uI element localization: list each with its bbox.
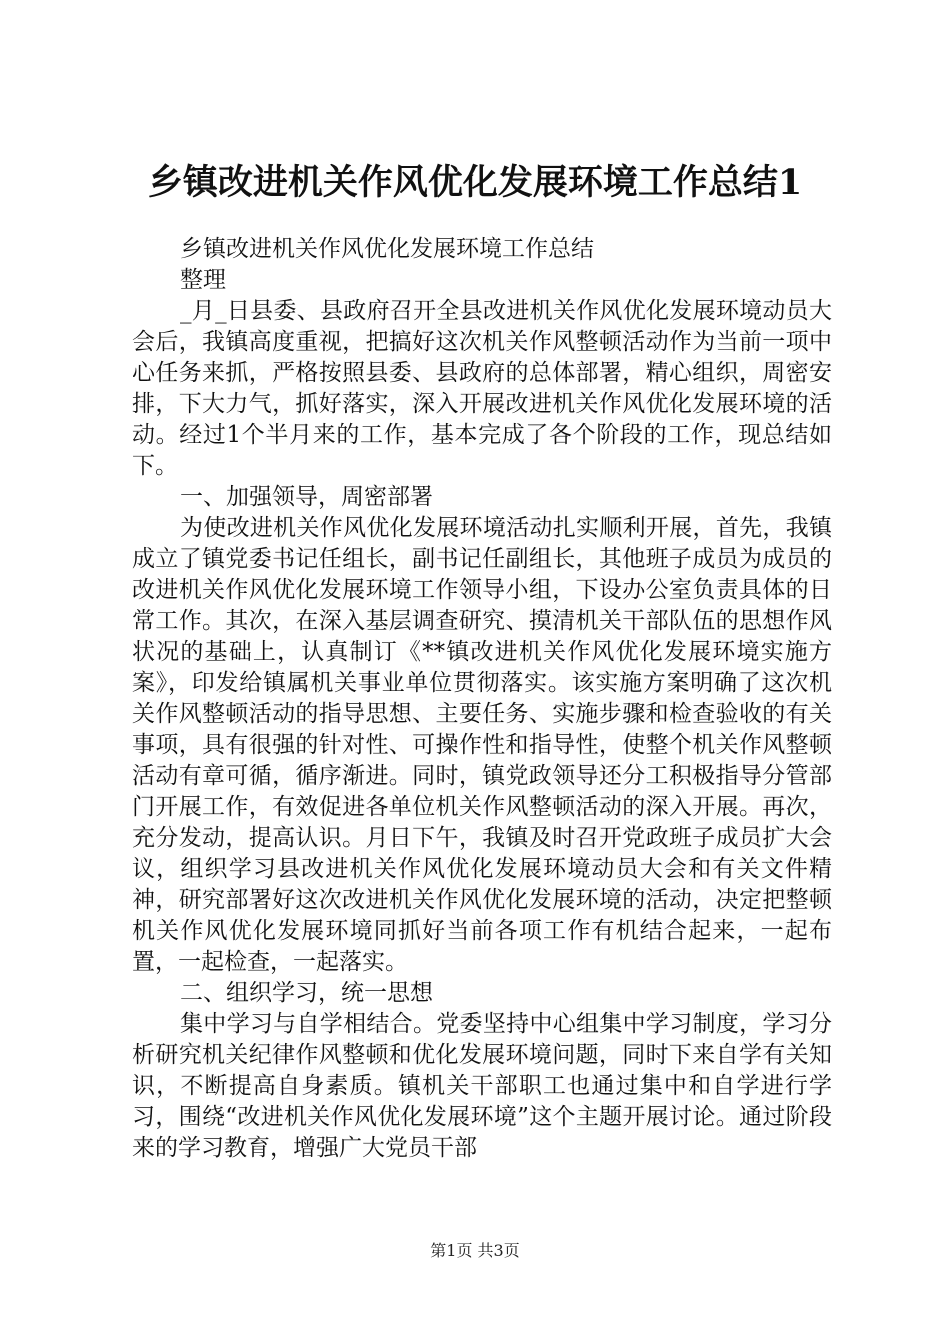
section-heading-2: 二、组织学习，统一思想 [180,980,433,1006]
subtitle-line: 乡镇改进机关作风优化发展环境工作总结 [180,236,594,262]
section-2-paragraph: 集中学习与自学相结合。党委坚持中心组集中学习制度，学习分析研究机关纪律作风整顿和优化发展环境问题，同时下来自学有关知识，不断提高自身素质。镇机关干部职工也通过集中和自学进行学习，围绕“改进机关作风优化发展环境”这个主题开展讨论。通过阶段来的学习教育，增强广大党员干部 [132,1011,832,1161]
page-footer: 第1页 共3页 [430,1241,520,1260]
compiled-note: 整理 [180,267,226,293]
section-1-paragraph: 为使改进机关作风优化发展环境活动扎实顺利开展，首先，我镇成立了镇党委书记任组长，副书记任副组长，其他班子成员为成员的改进机关作风优化发展环境工作领导小组，下设办公室负责具体的日常工作。其次，在深入基层调查研究、摸清机关干部队伍的思想作风状况的基础上，认真制订《**镇改进机关作风优化发展环境实施方案》，印发给镇属机关事业单位贯彻落实。该实施方案明确了这次机关作风整顿活动的指导思想、主要任务、实施步骤和检查验收的有关事项，具有很强的针对性、可操作性和指导性，使整个机关作风整顿活动有章可循，循序渐进。同时，镇党政领导还分工积极指导分管部门开展工作，有效促进各单位机关作风整顿活动的深入开展。再次，充分发动，提高认识。月日下午，我镇及时召开党政班子成员扩大会议，组织学习县改进机关作风优化发展环境动员大会和有关文件精神，研究部署好这次改进机关作风优化发展环境的活动，决定把整顿机关作风优化发展环境同抓好当前各项工作有机结合起来，一起布置，一起检查，一起落实。 [132,515,832,975]
document-body [132,234,832,1164]
intro-paragraph: _月_日县委、县政府召开全县改进机关作风优化发展环境动员大会后，我镇高度重视，把搞好这次机关作风整顿活动作为当前一项中心任务来抓，严格按照县委、县政府的总体部署，精心组织，周密安排，下大力气，抓好落实，深入开展改进机关作风优化发展环境的活动。经过1个半月来的工作，基本完成了各个阶段的工作，现总结如下。 [132,298,832,479]
document-title: 乡镇改进机关作风优化发展环境工作总结1 [147,162,803,203]
section-heading-1: 一、加强领导，周密部署 [180,484,433,510]
